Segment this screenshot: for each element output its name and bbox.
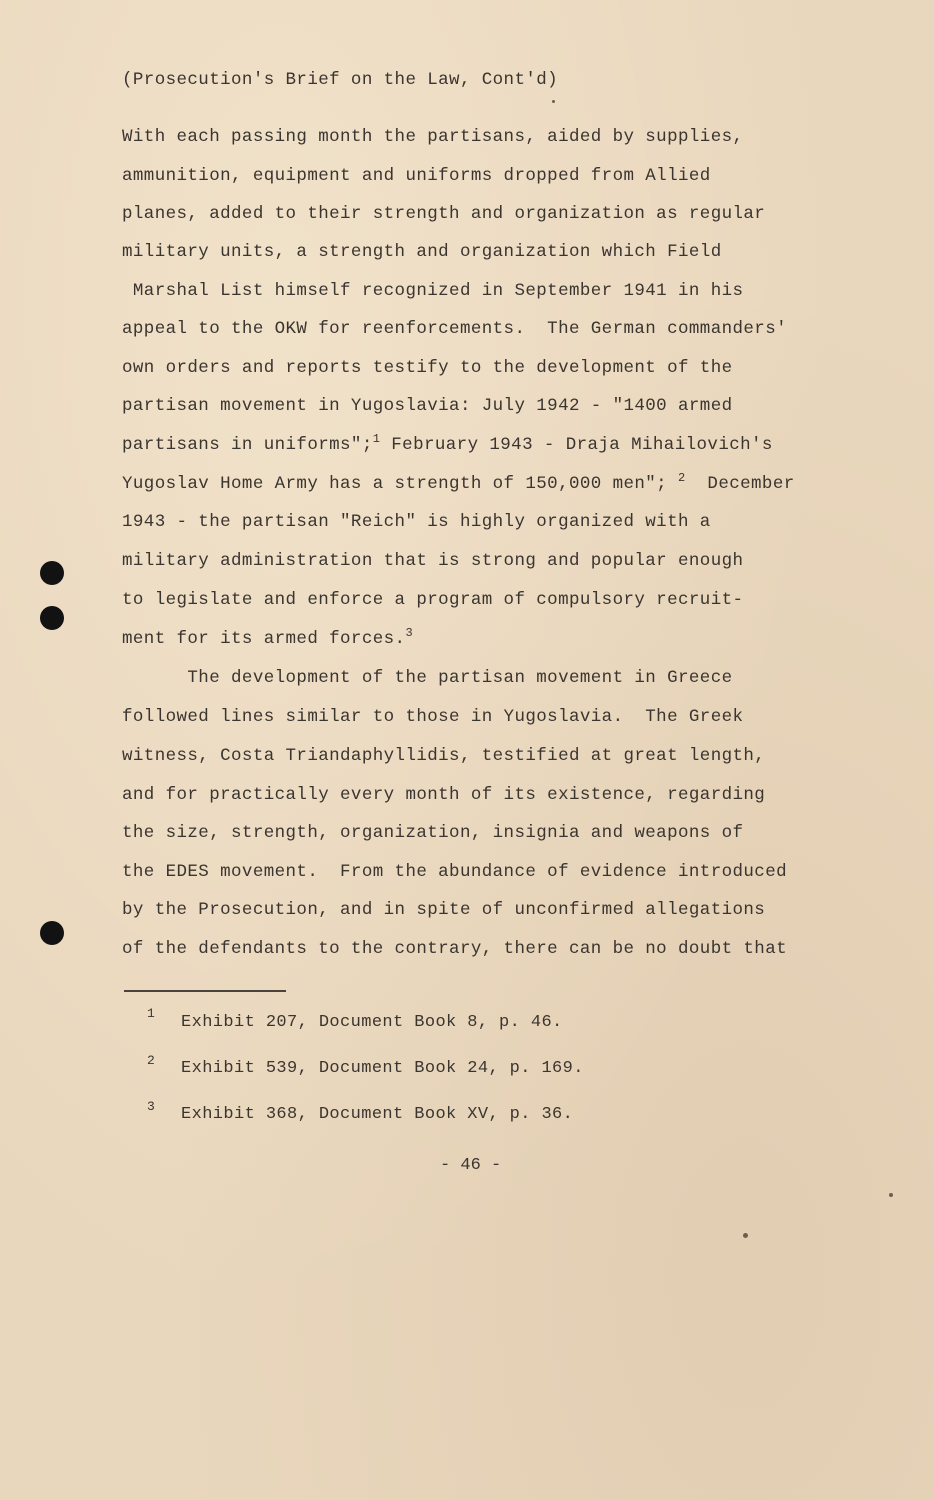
- body-line: of the defendants to the contrary, there can be no doubt that: [122, 939, 788, 959]
- body-line-with-refs: [122, 628, 413, 651]
- footnote-text: Exhibit 539, Document Book 24, p. 169.: [181, 1059, 584, 1078]
- footnote-number: 2: [147, 1053, 155, 1068]
- paper-speck-icon: [743, 1233, 748, 1238]
- body-line: by the Prosecution, and in spite of unconfirmed allegations: [122, 900, 766, 920]
- footnote-number: 3: [147, 1099, 155, 1114]
- footnote-text: Exhibit 207, Document Book 8, p. 46.: [181, 1013, 563, 1032]
- body-text: partisans in uniforms";: [122, 435, 373, 455]
- body-line: planes, added to their strength and organization as regular: [122, 204, 766, 224]
- footnote-ref: 1: [372, 432, 381, 446]
- binder-hole-icon: [40, 606, 64, 630]
- body-line: to legislate and enforce a program of compulsory recruit-: [122, 590, 744, 610]
- body-text: February 1943 - Draja Mihailovich's: [391, 435, 773, 455]
- binder-hole-icon: [40, 921, 64, 945]
- paper-speck-icon: [889, 1193, 893, 1197]
- body-line: followed lines similar to those in Yugoslavia. The Greek: [122, 707, 744, 727]
- body-line: ammunition, equipment and uniforms dropped from Allied: [122, 166, 711, 186]
- paper-speck-icon: [552, 100, 555, 103]
- body-line: military administration that is strong and popular enough: [122, 551, 744, 571]
- body-line: the EDES movement. From the abundance of evidence introduced: [122, 862, 788, 882]
- binder-hole-icon: [40, 561, 64, 585]
- footnote-text: Exhibit 368, Document Book XV, p. 36.: [181, 1105, 574, 1124]
- body-line: The development of the partisan movement in Greece: [122, 668, 733, 688]
- body-text: Yugoslav Home Army has a strength of 150,000 men";: [122, 474, 668, 494]
- body-line: and for practically every month of its existence, regarding: [122, 785, 766, 805]
- body-line: partisan movement in Yugoslavia: July 1942 - "1400 armed: [122, 396, 733, 416]
- body-text: ment for its armed forces.: [122, 629, 406, 649]
- body-line: witness, Costa Triandaphyllidis, testified at great length,: [122, 746, 766, 766]
- body-line-with-refs: [122, 473, 795, 496]
- body-line: the size, strength, organization, insignia and weapons of: [122, 823, 744, 843]
- body-line: own orders and reports testify to the development of the: [122, 358, 733, 378]
- footnote-divider: [124, 990, 286, 992]
- body-line: appeal to the OKW for reenforcements. The German commanders': [122, 319, 788, 339]
- body-line: Marshal List himself recognized in September 1941 in his: [122, 281, 744, 301]
- body-line: military units, a strength and organization which Field: [122, 242, 722, 262]
- footnote-ref: 2: [678, 471, 686, 485]
- document-header: (Prosecution's Brief on the Law, Cont'd): [122, 70, 559, 90]
- body-line-with-refs: [122, 434, 773, 457]
- body-line: With each passing month the partisans, aided by supplies,: [122, 127, 744, 147]
- page-number: - 46 -: [440, 1156, 502, 1175]
- body-line: 1943 - the partisan "Reich" is highly organized with a: [122, 512, 711, 532]
- footnote-number: 1: [147, 1006, 155, 1021]
- body-text: December: [707, 474, 795, 494]
- footnote-ref: 3: [405, 626, 414, 640]
